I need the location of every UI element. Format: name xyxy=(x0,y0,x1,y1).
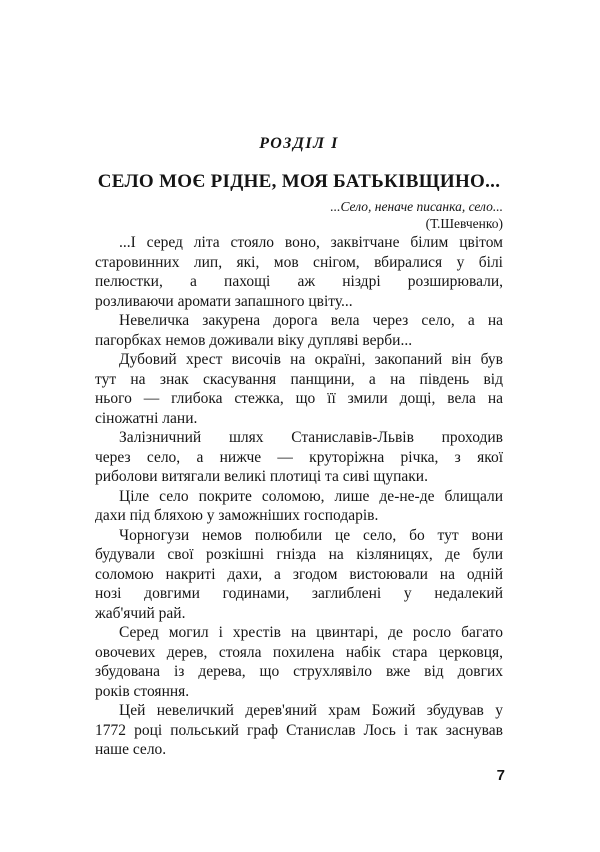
paragraph xyxy=(95,350,503,428)
text-line: років стояння. xyxy=(95,682,190,700)
text-line: Ціле село покрите соломою, лише де-не-де блищали xyxy=(119,487,503,505)
epigraph-attribution: (Т.Шевченко) xyxy=(425,216,503,231)
text-line: ...І серед літа стояло воно, заквітчане білим цвітом xyxy=(119,234,503,251)
text-line: пагорбках немов доживали віку дупляві верби... xyxy=(95,331,413,349)
text-line: соломою накриті дахи, а згодом вистоювали на одній xyxy=(95,565,503,583)
body-text xyxy=(95,233,503,760)
paragraph xyxy=(95,487,503,526)
paragraph xyxy=(95,428,503,487)
text-line: Серед могил і хрестів на цвинтарі, де росло багато xyxy=(119,624,503,641)
epigraph xyxy=(95,198,503,232)
text-line: розливаючи аромати запашного цвіту... xyxy=(95,292,353,310)
text-line: Чорногузи немов полюбили це село, бо тут вони xyxy=(119,526,503,544)
paragraph xyxy=(95,311,503,350)
chapter-title: РОЗДІЛ I xyxy=(259,135,339,152)
text-line: наше село. xyxy=(95,741,167,758)
text-line: Цей невеличкий дерев'яний храм Божий збудував у xyxy=(119,702,503,719)
page-number: 7 xyxy=(496,767,505,784)
text-line: збудована із дерева, що струхлявіло вже від довгих xyxy=(95,663,503,680)
text-line: тут на знак скасування панщини, а на південь від xyxy=(95,370,503,388)
text-line: сіножатні лани. xyxy=(95,409,198,427)
text-line: овочевих дерев, стояла похилена набік стара церковця, xyxy=(95,643,503,661)
paragraph xyxy=(95,701,503,760)
text-line: риболови витягали великі плотиці та сиві щупаки. xyxy=(95,468,428,485)
paragraph xyxy=(95,526,503,624)
text-line: Дубовий хрест височів на окраїні, закопаний він був xyxy=(119,351,503,368)
text-line: будували свої розкішні гнізда на кізляницях, де були xyxy=(95,546,503,563)
section-title: СЕЛО МОЄ РІДНЕ, МОЯ БАТЬКІВЩИНО... xyxy=(97,171,501,192)
text-line: нього — глибока стежка, що її змили дощі, вела на xyxy=(95,390,503,407)
text-line: Невеличка закурена дорога вела через село, а на xyxy=(119,312,503,329)
text-line: Залізничний шлях Станиславів-Львів проходив xyxy=(119,429,503,446)
text-line: нозі довгими годинами, заглиблені у недалекий xyxy=(95,585,503,602)
text-line: через село, а нижче — круторіжна річка, з якої xyxy=(95,448,503,466)
text-line: пелюстки, а пахощі аж ніздрі розширювали, xyxy=(95,273,503,290)
paragraph xyxy=(95,623,503,701)
text-line: 1772 році польський граф Станислав Лось і так заснував xyxy=(95,721,503,739)
text-line: дахи під бляхою у заможніших господарів. xyxy=(95,507,379,524)
epigraph-quote: ...Село, неначе писанка, село... xyxy=(330,199,503,214)
text-line: жаб'ячий рай. xyxy=(95,604,186,622)
text-line: старовинних лип, які, мов снігом, вбиралися у білі xyxy=(95,253,503,271)
paragraph xyxy=(95,233,503,311)
